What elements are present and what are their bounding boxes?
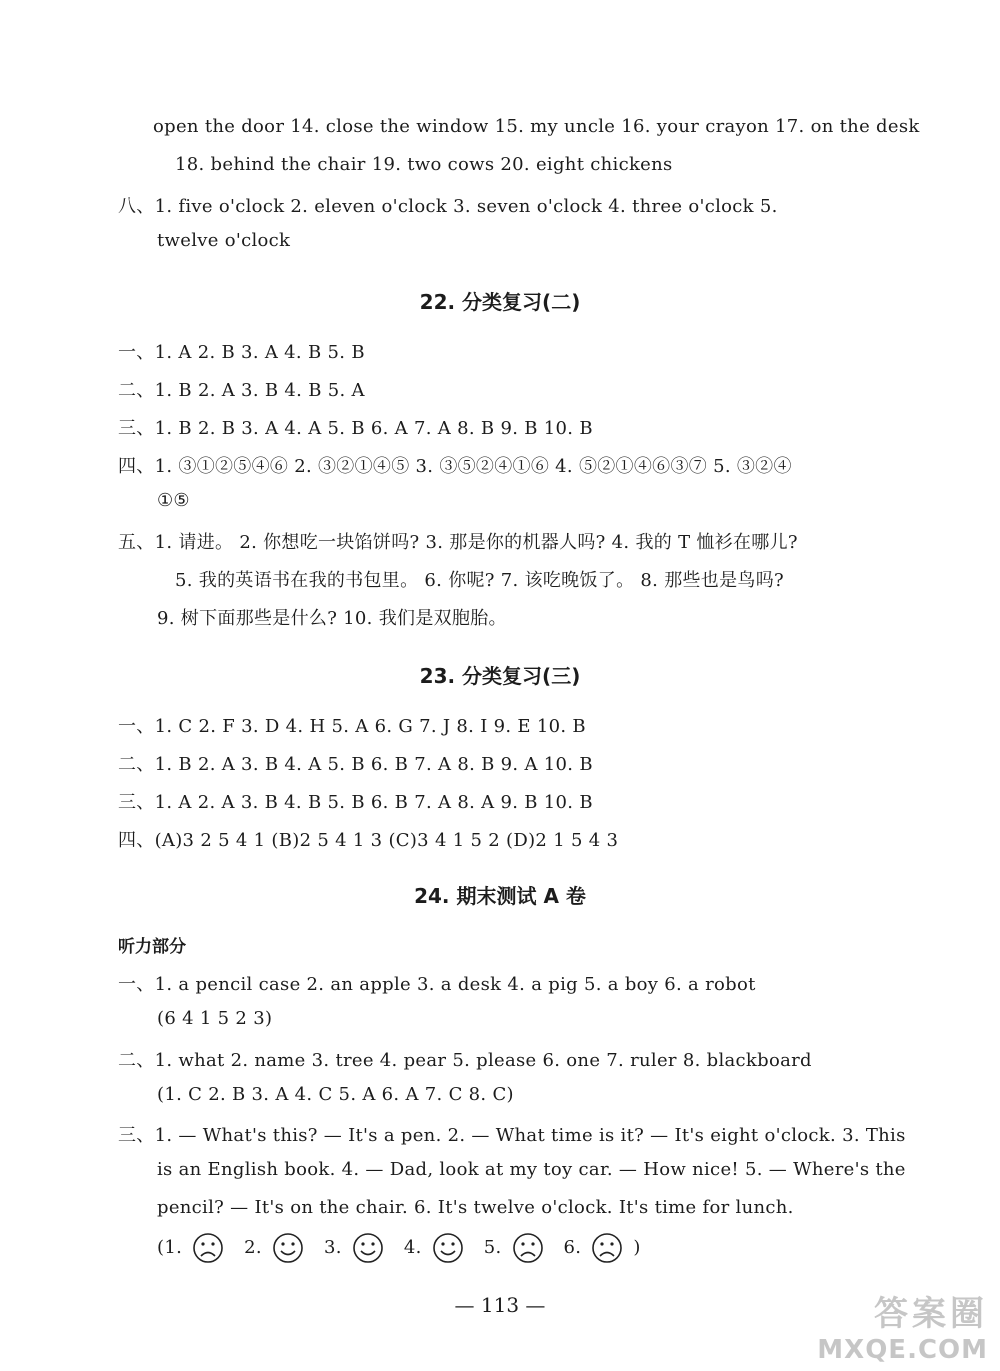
answer-line: ①⑤ — [157, 490, 190, 511]
answer-line: 一、1. A 2. B 3. A 4. B 5. B — [118, 342, 365, 363]
answer-line: 四、(A)3 2 5 4 1 (B)2 5 4 1 3 (C)3 4 1 5 2 (D)2 1 5 4 3 — [118, 830, 619, 851]
watermark-top: 答案圈 — [874, 1294, 988, 1334]
answer-line: 八、1. five o'clock 2. eleven o'clock 3. seven o'clock 4. three o'clock 5. — [118, 196, 778, 217]
answer-line: 三、1. B 2. B 3. A 4. A 5. B 6. A 7. A 8. B 9. B 10. B — [118, 418, 593, 439]
answer-line: is an English book. 4. — Dad, look at my toy car. — How nice! 5. — Where's the — [157, 1159, 906, 1180]
faces-row — [157, 1232, 641, 1264]
answer-line: 二、1. B 2. A 3. B 4. B 5. A — [118, 380, 365, 401]
answer-line: open the door 14. close the window 15. my uncle 16. your crayon 17. on the desk — [153, 116, 920, 137]
answer-line: twelve o'clock — [157, 230, 291, 251]
face-label: 5. — [483, 1237, 502, 1258]
watermark — [817, 1286, 988, 1365]
answer-line: 五、1. 请进。 2. 你想吃一块馅饼吗? 3. 那是你的机器人吗? 4. 我的 T 恤衫在哪儿? — [118, 532, 798, 553]
happy-face-icon — [272, 1232, 304, 1264]
answer-line: (1. C 2. B 3. A 4. C 5. A 6. A 7. C 8. C) — [157, 1084, 514, 1105]
page-number: — 113 — — [454, 1293, 546, 1317]
happy-face-icon — [352, 1232, 384, 1264]
face-label: 2. — [244, 1237, 262, 1258]
answer-line: 一、1. C 2. F 3. D 4. H 5. A 6. G 7. J 8. I 9. E 10. B — [118, 716, 586, 737]
sad-face-icon — [192, 1232, 224, 1264]
answer-line: 三、1. A 2. A 3. B 4. B 5. B 6. B 7. A 8. A 9. B 10. B — [118, 792, 593, 813]
answer-line: 四、1. ③①②⑤④⑥ 2. ③②①④⑤ 3. ③⑤②④①⑥ 4. ⑤②①④⑥③⑦ 5. ③②④ — [118, 456, 792, 477]
section-title: 24. 期末测试 A 卷 — [414, 884, 586, 908]
answer-line: 二、1. what 2. name 3. tree 4. pear 5. please 6. one 7. ruler 8. blackboard — [118, 1050, 812, 1071]
sad-face-icon — [512, 1232, 544, 1264]
faces-close: ) — [633, 1237, 641, 1258]
face-label: 4. — [403, 1237, 422, 1258]
watermark-bottom: MXQE.COM — [817, 1335, 988, 1365]
face-label: 6. — [563, 1237, 582, 1258]
answer-line: 18. behind the chair 19. two cows 20. eight chickens — [175, 154, 673, 175]
section-title: 22. 分类复习(二) — [419, 290, 581, 314]
answer-line: 二、1. B 2. A 3. B 4. A 5. B 6. B 7. A 8. B 9. A 10. B — [118, 754, 593, 775]
sad-face-icon — [591, 1232, 623, 1264]
answer-line: 5. 我的英语书在我的书包里。 6. 你呢? 7. 该吃晚饭了。 8. 那些也是鸟吗? — [175, 570, 784, 591]
answer-line: 9. 树下面那些是什么? 10. 我们是双胞胎。 — [157, 608, 507, 629]
face-label: 3. — [324, 1237, 342, 1258]
answer-line: 三、1. — What's this? — It's a pen. 2. — What time is it? — It's eight o'clock. 3. This — [118, 1125, 906, 1146]
answer-line: pencil? — It's on the chair. 6. It's twelve o'clock. It's time for lunch. — [157, 1197, 794, 1218]
answer-line: (6 4 1 5 2 3) — [157, 1008, 273, 1029]
happy-face-icon — [432, 1232, 464, 1264]
answer-line: 一、1. a pencil case 2. an apple 3. a desk 4. a pig 5. a boy 6. a robot — [118, 974, 756, 995]
section-title: 23. 分类复习(三) — [419, 664, 581, 688]
face-label: (1. — [157, 1237, 183, 1258]
section-subtitle: 听力部分 — [118, 937, 186, 957]
